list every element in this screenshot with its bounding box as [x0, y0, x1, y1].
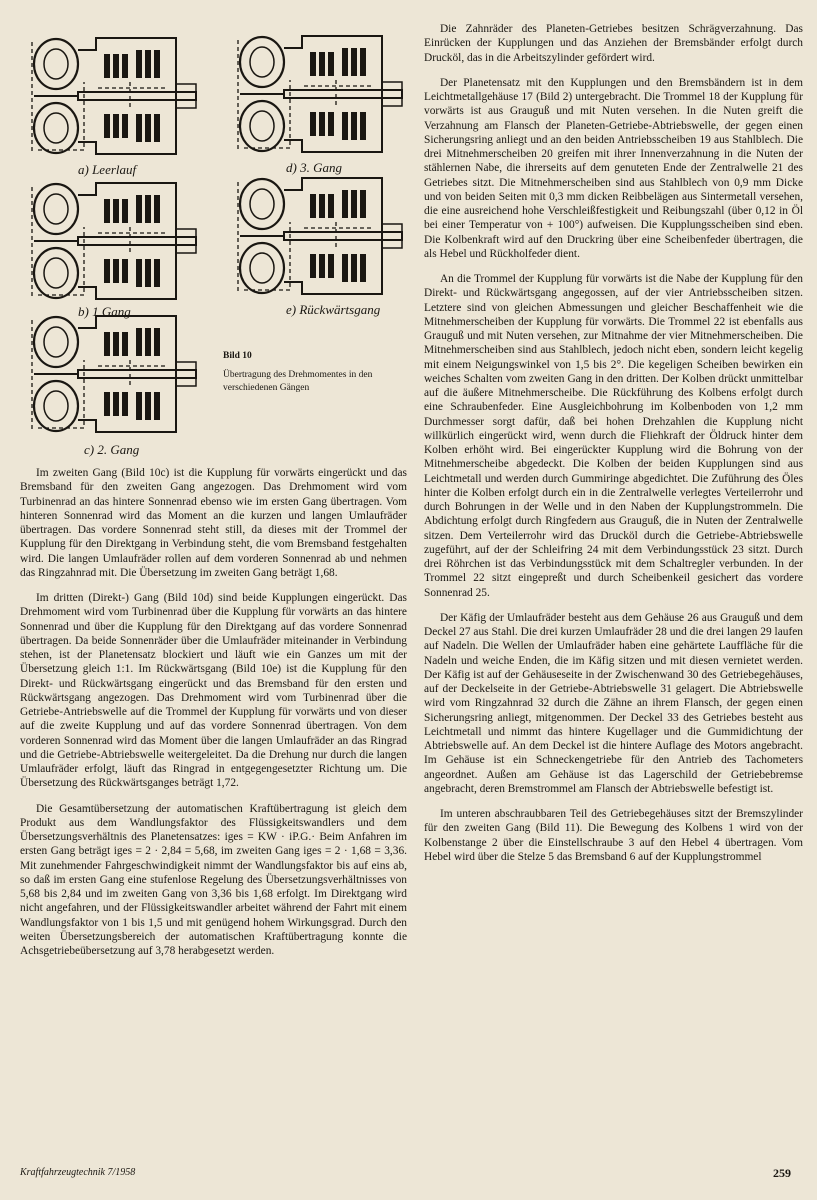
caption-title: Bild 10: [223, 351, 252, 361]
diagram-2-gang: [32, 316, 196, 432]
paragraph-zahnraeder: Die Zahnräder des Planeten-Getriebes besitzen Schrägverzahnung. Das Einrücken der Kupplungen und das Anziehen der Bremsbänder erfolgt durch Drucköl, das in die Arbeitszylinder gefördert wird.: [424, 23, 803, 64]
label-rueckwaertsgang: e) Rückwärtsgang: [286, 302, 381, 317]
paragraph-planetensatz: Der Planetensatz mit den Kupplungen und den Bremsbändern ist in dem Leichtmetallgehäuse 17 (Bild 2) untergebracht. Die Trommel 18 der Kupplung für vorwärts ist aus Grauguß und mit Nuten versehen. In die Nuten greift die Verzahnung am Flansch der Planeten-Getriebe-Abtriebswelle, der gegen einen Sicherungsring anliegt und an den beiden Antriebsscheiben 19 aus Stahlblech. Die drei Mitnehmerscheiben 20 greifen mit ihrer Innenverzahnung in die Nuten der stählernen Nabe, die ihrerseits auf dem genuteten Ende der Zentralwelle 21 des Getriebes sitzt. Die Mitnehmerscheiben sind aus Stahlblech von 0,9 mm Dicke und von beiden Seiten mit 0,3 mm dicken Reibbelägen aus Sintermetall versehen, die eine ausreichend hohe Verschleißfestigkeit und Reibungszahl (über 0,12 in Öl bei einer Temperatur von + 100°) aufweisen. Die Kupplungsscheiben sind eben. Die Kolbenkraft wird auf den Druckring über eine Scheibenfeder übertragen, die als Hebel und Rückholfeder dient.: [424, 76, 803, 260]
diagram-rueckwaertsgang: [238, 178, 402, 294]
paragraph-gesamtuebersetzung: Die Gesamtübersetzung der automatischen Kraftübertragung ist gleich dem Produkt aus dem Wandlungsfaktor des Flüssigkeitswandlers und dem Übersetzungsverhältnis des Planetensatzes: iges = KW · iP.G.· Beim Anfahren im ersten Gang beträgt iges = 2 · 2,84 = 5,68, im zweiten Gang iges = 2 · 1,68 = 3,36. Mit zunehmender Fahrgeschwindigkeit nimmt der Wandlungsfaktor bis auf eins ab, so daß im ersten Gang eine stufenlose Regelung des Übersetzungsverhältnisses von 5,68 bis 2,84 und im zweiten Gang von 3,36 bis 1,68 erfolgt. Im Direktgang wird nicht angefahren, und der Flüssigkeitswandler arbeitet während der Fahrt mit einem Wandlungsfaktor von 1 bis 1,5 und mit genügend hohem Wirkungsgrad. Durch den weiten Übersetzungsbereich der automatischen Kraftübertragung konnte die Achsgetriebeübersetzung auf 3,78 herabgesetzt werden.: [20, 802, 407, 957]
label-leerlauf: a) Leerlauf: [78, 162, 137, 177]
left-column: [20, 466, 407, 969]
paragraph-kaefig: Der Käfig der Umlaufräder besteht aus dem Gehäuse 26 aus Grauguß und dem Deckel 27 aus Stahl. Die drei kurzen Umlaufräder 28 und die drei langen 29 laufen auf Nadeln. Die Wellen der Umlaufräder haben eine gehärtete Lauffläche für die Nadeln und weiche Enden, die im Käfig sitzen und mit diesen vernietet werden. Der Käfig ist auf der Gehäuseseite in der Zwischenwand 30 des Getriebegehäuses, auf der Deckelseite in der Getriebe-Abtriebswelle 31 gelagert. Die Abtriebswelle wird vom Ringzahnrad 32 durch die Zähne an ihrem Flansch, der gegen einen Sicherungsring anliegt, mitgenommen. Der Deckel 33 des Getriebes besteht aus Leichtmetall und nimmt das hintere Kugellager und die Gummidichtung der Abtriebswelle auf. An dem Deckel ist die hintere Auflage des Motors angebracht. Im Gehäuse ist ein Schneckengetriebe für den Antrieb des Tachometers angeordnet. Außen am Gehäuse ist das Lagerschild der Getriebebremse angebracht, deren Bremstrommel am Flansch der Abtriebswelle befestigt ist.: [424, 611, 803, 795]
paragraph-trommel: An die Trommel der Kupplung für vorwärts ist die Nabe der Kupplung für den Direkt- und Rückwärtsgang angegossen, auf der vier Antriebsscheiben sitzen. Letztere sind von gleichen Abmessungen und gleicher Beschaffenheit wie die Mitnehmerscheiben der Kupplung für vorwärts. Die Trommel 22 ist ebenfalls aus Grauguß und mit Nuten versehen, zur Mitnahme der vier Mitnehmerscheiben. Die Mitnehmerscheiben sind aus Stahlblech, jedoch nicht eben, sondern leicht kegelig mit einem Neigungswinkel von 1,5 bis 2°. Die kegeligen Scheiben bewirken ein weiches Schalten vom zweiten Gang in den dritten. Der Kolben drückt unmittelbar auf die äußere Mitnehmerscheibe. Die Rückführung des Kolbens erfolgt durch eine Schraubenfeder. Eine Ausgleichbohrung im Kolbenboden von 1,2 mm Durchmesser sorgt dafür, daß bei hohen Drehzahlen die Kupplung nicht willkürlich eingerückt wird, wenn durch die Fliehkraft der Öldruck hinter dem Kolben erhöht wird. Bei eingerückter Kupplung wird die Bohrung von der Mitnehmerscheibe abgedeckt. Die Kolben der beiden Kupplungen sind aus Leichtmetall und werden durch Gummiringe abgedichtet. Die Zuführung des Öles hinter die Kolben erfolgt durch ein in die Zentralwelle verlegtes Verteilerrohr und durch Bohrungen in der Welle und in den Naben der Kupplungstrommeln. Die Abdichtung erfolgt durch Ringfedern aus Grauguß, die in Nuten der Zentralwelle sitzen. Dem Verteilerrohr wird das Drucköl durch die Getriebe-Abtriebswelle zugeführt, auf der der Schleifring 24 mit dem Verbindungsstück 23 sitzt. Durch drei Röhrchen ist das Verbindungsstück mit dem Schaltregler verbunden. In der Trommel 22 sitzt eingepreßt und durch Scheibenkeil gesichert das vordere Sonnenrad 25.: [424, 273, 803, 599]
diagram-leerlauf: [32, 38, 196, 154]
label-3-gang: d) 3. Gang: [286, 160, 342, 175]
right-column: [424, 22, 803, 875]
paragraph-dritter-gang: Im dritten (Direkt-) Gang (Bild 10d) sind beide Kupplungen eingerückt. Das Drehmoment wird vom Turbinenrad über die Kupplung für vorwärts an das hintere Sonnenrad und über die Kupplung für den Direktgang auf das vordere Sonnenrad übertragen. Da beide Sonnenräder über die Umlaufräder miteinander in Verbindung stehen, ist der Planetensatz blockiert und läuft wie ein Ganzes um mit der Übersetzung gleich 1:1. Im Rückwärtsgang (Bild 10e) ist die Kupplung für den Direkt- und Rückwärtsgang eingerückt und das Bremsband für den ersten und Rückwärtsgang angezogen. Das Drehmoment wird vom Turbinenrad über die Getriebe-Antriebswelle auf die Trommel der Kupplung für vorwärts und von dieser auf die zweite Kupplung und auf das vordere Sonnenrad übertragen. Von dem vorderen Sonnenrad wird das Moment über die langen Umlaufräder an das Ringrad und die Getriebe-Abtriebswelle weitergeleitet. Da die Drehung nur durch die langen Umlaufräder erfolgt, läuft das Ringrad in entgegengesetzter Richtung um. Die Übersetzung des Rückwärtsganges beträgt 1,72.: [20, 592, 407, 790]
diagram-3-gang: [238, 36, 402, 152]
page-number: 259: [773, 1166, 791, 1180]
journal-footer: Kraftfahrzeugtechnik 7/1958: [20, 1167, 136, 1178]
label-1-gang: b) 1 Gang: [78, 304, 131, 319]
label-2-gang: c) 2. Gang: [84, 442, 140, 457]
figure-transmission-diagrams: [18, 22, 410, 462]
diagram-1-gang: [32, 183, 196, 299]
paragraph-bremszylinder: Im unteren abschraubbaren Teil des Getriebegehäuses sitzt der Bremszylinder für den zweiten Gang (Bild 11). Die Bewegung des Kolbens 1 wird von der Kolbenstange 2 über die Einstellschraube 3 auf den Hebel 4 übertragen. Vom Hebel wird über die Stelze 5 das Bremsband 6 auf der Kupplungstrommel: [424, 808, 803, 863]
paragraph-zweiter-gang: Im zweiten Gang (Bild 10c) ist die Kupplung für vorwärts eingerückt und das Bremsband für den zweiten Gang angezogen. Das Drehmoment wird vom Turbinenrad an das hintere Sonnenrad ebenso wie im ersten Gang übertragen. Vom hinteren Sonnenrad wird das Moment an die kurzen und langen Umlaufräder übertragen. Das vordere Sonnenrad steht still, da dieses mit der Trommel der Kupplung für den Direktgang in Verbindung steht, die vom Bremsband festgehalten wird. Die langen Umlaufräder rollen auf dem vorderen Sonnenrad ab und nehmen das Ringzahnrad mit. Die Übersetzung im zweiten Gang beträgt 1,68.: [20, 467, 407, 579]
diagram-svg: [18, 22, 410, 462]
caption-text: Übertragung des Drehmomentes in den verschiedenen Gängen: [223, 369, 373, 393]
figure-caption: [223, 350, 408, 394]
